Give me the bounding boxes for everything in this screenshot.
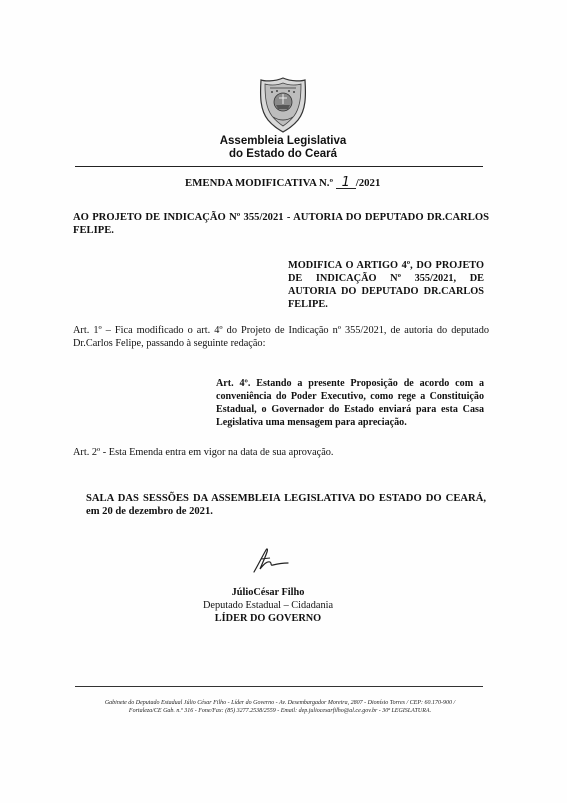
- article-1: Art. 1º – Fica modificado o art. 4º do Projeto de Indicação nº 355/2021, de autoria do deputado Dr.Carlos Felipe, passando à seguinte redação:: [73, 325, 489, 349]
- amendment-number: 1: [336, 177, 356, 189]
- amendment-title-suffix: /2021: [355, 177, 381, 189]
- footer-line1: Gabinete do Deputado Estadual Júlio César Filho - Líder do Governo - Av. Desembargador Moreira, 2807 - Dionísio Torres / CEP: 60.170-900 /: [104, 700, 456, 706]
- article-2: Art. 2º - Esta Emenda entra em vigor na data de sua aprovação.: [73, 447, 334, 458]
- state-coat-of-arms-emblem: [258, 76, 308, 134]
- footer-line2: Fortaleza/CE Gab. n.º 316 - Fone/Fax: (85) 3277.2538/2559 - Email: dep.juliocesarfilho@al.ce.gov.br - 30ª LEGISLATURA.: [128, 708, 432, 714]
- footer-divider: [75, 686, 483, 687]
- quoted-article-4: Art. 4º. Estando a presente Proposição de acordo com a conveniência do Poder Executivo, como rege a Constituição Estadual, o Governador do Estado enviará para esta Casa Legislativa uma mensagem para apreciação.: [216, 378, 484, 428]
- ementa-summary: MODIFICA O ARTIGO 4º, DO PROJETO DE INDICAÇÃO Nº 355/2021, DE AUTORIA DO DEPUTADO DR.CARLOS FELIPE.: [288, 260, 484, 310]
- institution-name-line2: do Estado do Ceará: [229, 148, 337, 160]
- amendment-title: [185, 177, 380, 189]
- closing-statement: SALA DAS SESSÕES DA ASSEMBLEIA LEGISLATIVA DO ESTADO DO CEARÁ, em 20 de dezembro de 2021.: [86, 493, 486, 517]
- signer-title: Deputado Estadual – Cidadania: [202, 600, 334, 611]
- signature-block: [188, 586, 348, 625]
- amendment-title-prefix: EMENDA MODIFICATIVA N.º: [185, 177, 334, 189]
- header-divider: [75, 166, 483, 167]
- footer-address: [70, 699, 490, 715]
- signer-role: LÍDER DO GOVERNO: [214, 613, 322, 624]
- institution-name-line1: Assembleia Legislativa: [219, 135, 347, 147]
- project-heading: AO PROJETO DE INDICAÇÃO Nº 355/2021 - AUTORIA DO DEPUTADO DR.CARLOS FELIPE.: [73, 212, 489, 236]
- institution-name: [178, 135, 388, 161]
- handwritten-signature: [248, 547, 290, 575]
- signer-name: JúlioCésar Filho: [231, 587, 305, 598]
